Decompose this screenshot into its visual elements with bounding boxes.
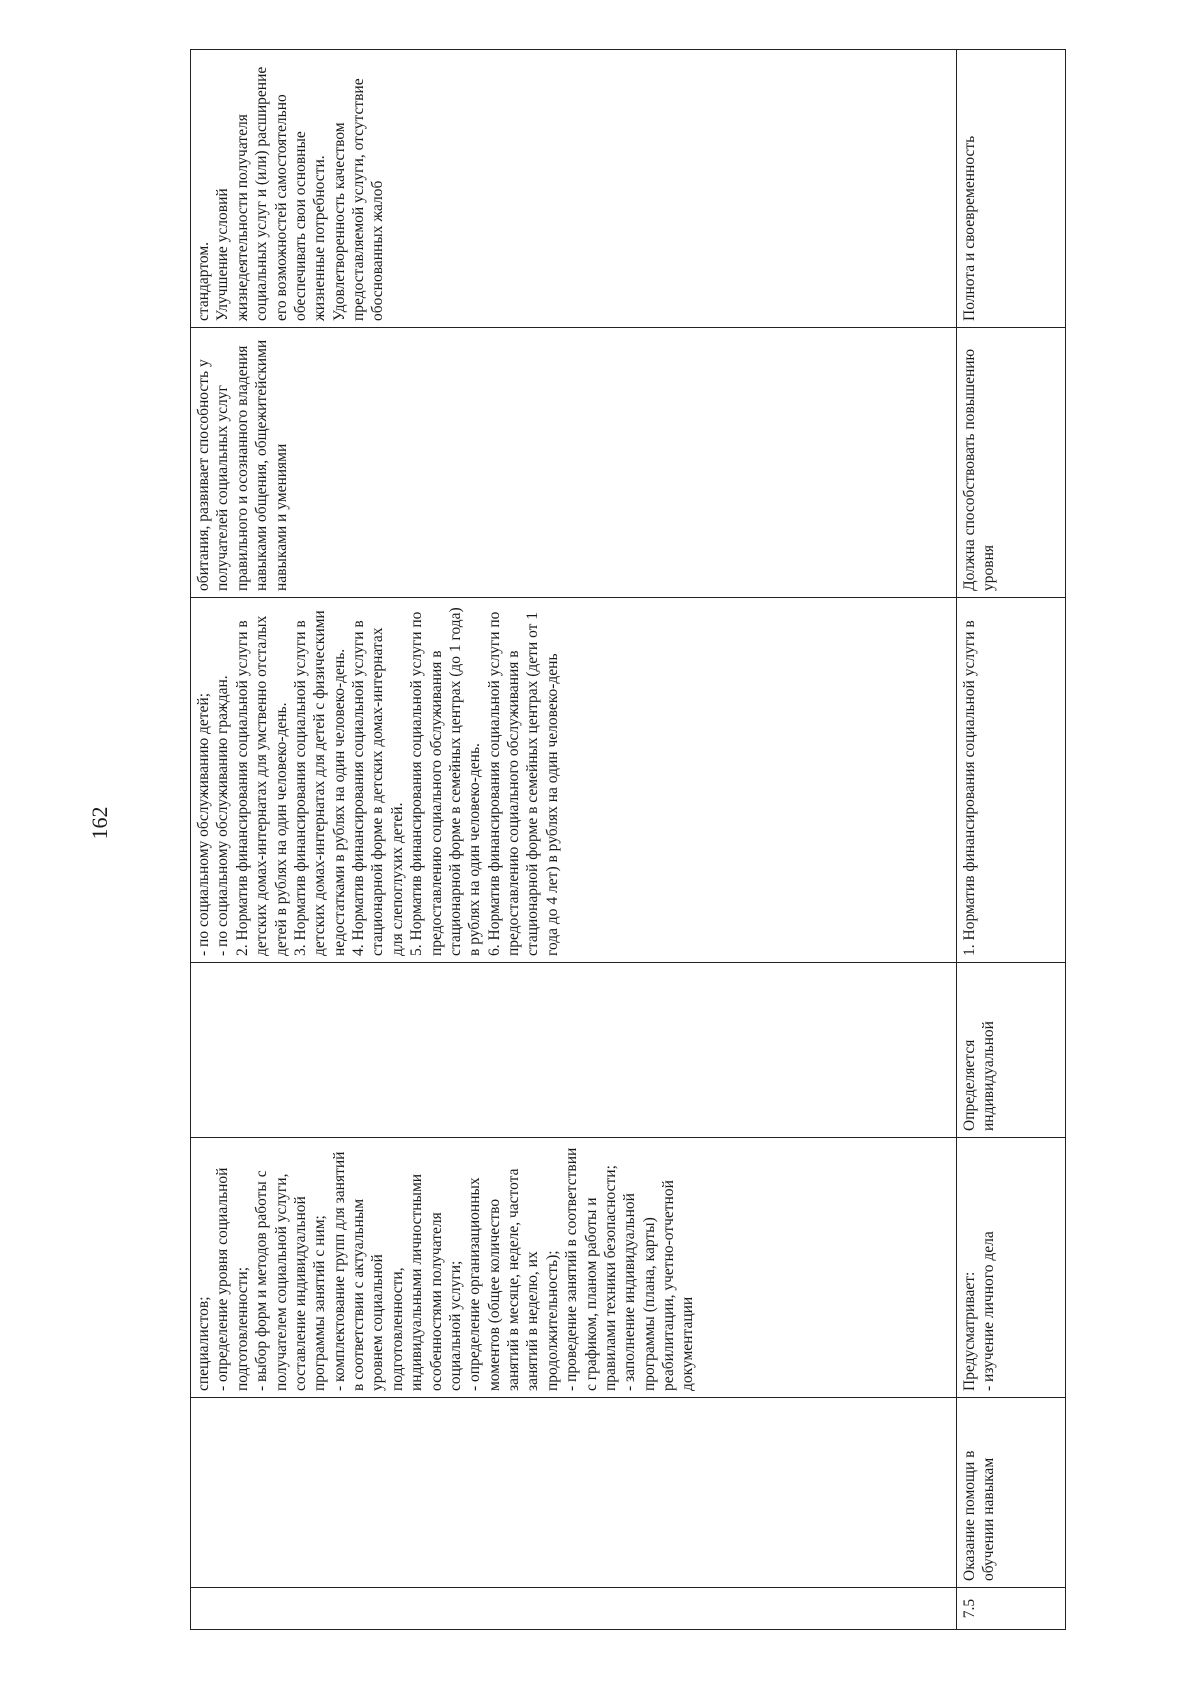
service-name-cell	[191, 1398, 957, 1588]
quality-indicators-cell: Полнота и своевременность	[957, 50, 1066, 328]
row-number-cell: 7.5	[957, 1588, 1066, 1630]
table-row	[191, 50, 957, 1630]
service-content-cell: специалистов; - определение уровня социальной подготовленности; - выбор форм и методов работы с получателем социальной услуги, составление индивидуальной программы занятий с ним; - комплектование групп для занятий в соответствии с актуальным уровнем социальной подготовленности, индивидуальными личностными особенностями получателя социальной услуги; - определение организационных моментов (общее количество занятий в месяце, неделе, частота занятий в неделю, их продолжительность); - проведение занятий в соответствии с графиком, планом работы и правилами техники безопасности; - заполнение индивидуальной программы (плана, карты) реабилитации, учетно-отчетной документации	[191, 1138, 957, 1398]
row-number-cell	[191, 1588, 957, 1630]
service-conditions-cell: Должна способствовать повышению уровня	[957, 328, 1066, 598]
service-name-cell: Оказание помощи в обучении навыкам	[957, 1398, 1066, 1588]
financing-norms-cell: - по социальному обслуживанию детей; - по социальному обслуживанию граждан. 2. Норматив финансирования социальной услуги в детских домах-интернатах для умственно отсталых детей в рублях на один человеко-день. 3. Норматив финансирования социальной услуги в детских домах-интернатах для детей с физическими недостатками в рублях на один человеко-день. 4. Норматив финансирования социальной услуги в стационарной форме в детских домах-интернатах для слепоглухих детей. 5. Норматив финансирования социальной услуги по предоставлению социального обслуживания в стационарной форме в семейных центрах (до 1 года) в рублях на один человеко-день. 6. Норматив финансирования социальной услуги по предоставлению социального обслуживания в стационарной форме в семейных центрах (дети от 1 года до 4 лет) в рублях на один человеко-день	[191, 598, 957, 963]
quality-indicators-cell: стандартом. Улучшение условий жизнедеятельности получателя социальных услуг и (или) расширение его возможностей самостоятельно обеспечивать свои основные жизненные потребности. Удовлетворенность качеством предоставляемой услуги, отсутствие обоснованных жалоб	[191, 50, 957, 328]
rotated-page-content	[190, 50, 1065, 1630]
service-period-cell	[191, 963, 957, 1138]
service-period-cell: Определяется индивидуальной	[957, 963, 1066, 1138]
service-conditions-cell: обитания, развивает способность у получателей социальных услуг правильного и осознанного владения навыками общения, общежитейскими навыками и умениями	[191, 328, 957, 598]
page-number: 162	[87, 806, 112, 840]
table-row	[957, 50, 1066, 1630]
service-content-cell: Предусматривает: - изучение личного дела	[957, 1138, 1066, 1398]
services-table	[190, 49, 1066, 1630]
financing-norms-cell: 1. Норматив финансирования социальной услуги в	[957, 598, 1066, 963]
